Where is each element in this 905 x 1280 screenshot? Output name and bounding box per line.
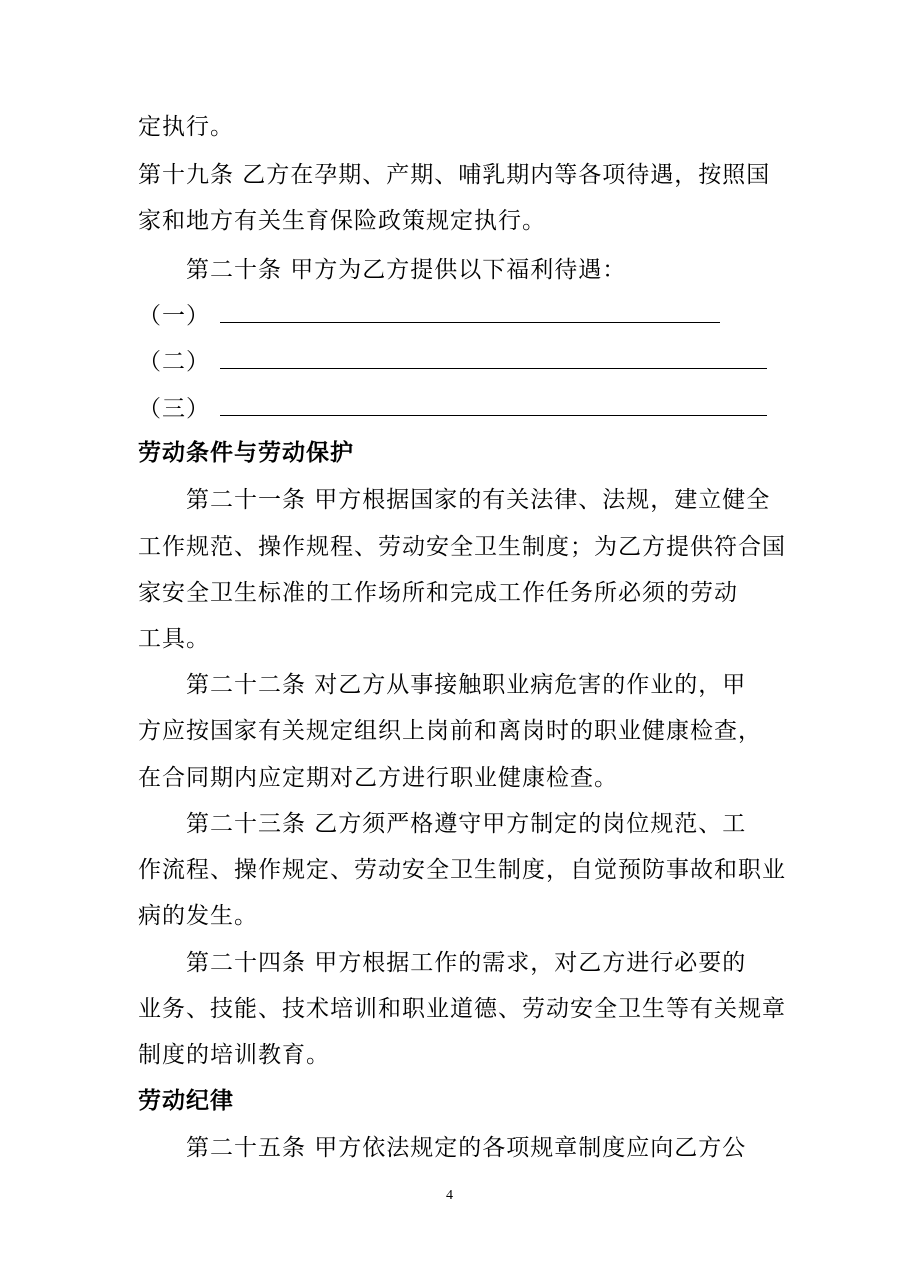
article-19-line-1: 第十九条 乙方在孕期、产期、哺乳期内等各项待遇，按照国 xyxy=(138,162,771,188)
welfare-item-1-label: （一） xyxy=(138,303,210,329)
article-22-line-1: 第二十二条 对乙方从事接触职业病危害的作业的，甲 xyxy=(186,672,747,698)
text-line: 定执行。 xyxy=(138,114,234,140)
welfare-item-3 xyxy=(138,393,767,424)
article-21-line-2: 工作规范、操作规程、劳动安全卫生制度；为乙方提供符合国 xyxy=(138,534,786,560)
article-24-line-3: 制度的培训教育。 xyxy=(138,1042,330,1068)
article-23-line-3: 病的发生。 xyxy=(138,903,258,929)
welfare-item-3-label: （三） xyxy=(138,396,210,422)
article-21-line-1: 第二十一条 甲方根据国家的有关法律、法规，建立健全 xyxy=(186,487,771,513)
section-heading-labor-discipline: 劳动纪律 xyxy=(138,1088,234,1114)
article-24-line-1: 第二十四条 甲方根据工作的需求，对乙方进行必要的 xyxy=(186,950,747,976)
article-25-line-1: 第二十五条 甲方依法规定的各项规章制度应向乙方公 xyxy=(186,1135,747,1161)
article-21-line-3: 家安全卫生标准的工作场所和完成工作任务所必须的劳动 xyxy=(138,580,738,606)
blank-line-1[interactable] xyxy=(220,300,720,323)
welfare-item-1 xyxy=(138,300,720,331)
article-23-line-1: 第二十三条 乙方须严格遵守甲方制定的岗位规范、工 xyxy=(186,811,747,837)
article-19-line-2: 家和地方有关生育保险政策规定执行。 xyxy=(138,208,546,234)
article-24-line-2: 业务、技能、技术培训和职业道德、劳动安全卫生等有关规章 xyxy=(138,996,786,1022)
article-21-line-4: 工具。 xyxy=(138,626,210,652)
article-22-line-3: 在合同期内应定期对乙方进行职业健康检查。 xyxy=(138,765,618,791)
article-20-heading: 第二十条 甲方为乙方提供以下福利待遇： xyxy=(186,257,627,283)
welfare-item-2-label: （二） xyxy=(138,349,210,375)
page-number: 4 xyxy=(446,1188,453,1203)
article-23-line-2: 作流程、操作规定、劳动安全卫生制度，自觉预防事故和职业 xyxy=(138,857,786,883)
section-heading-labor-conditions: 劳动条件与劳动保护 xyxy=(138,440,354,466)
blank-line-2[interactable] xyxy=(220,346,767,369)
blank-line-3[interactable] xyxy=(220,393,767,416)
article-22-line-2: 方应按国家有关规定组织上岗前和离岗时的职业健康检查， xyxy=(138,718,762,744)
welfare-item-2 xyxy=(138,346,767,377)
